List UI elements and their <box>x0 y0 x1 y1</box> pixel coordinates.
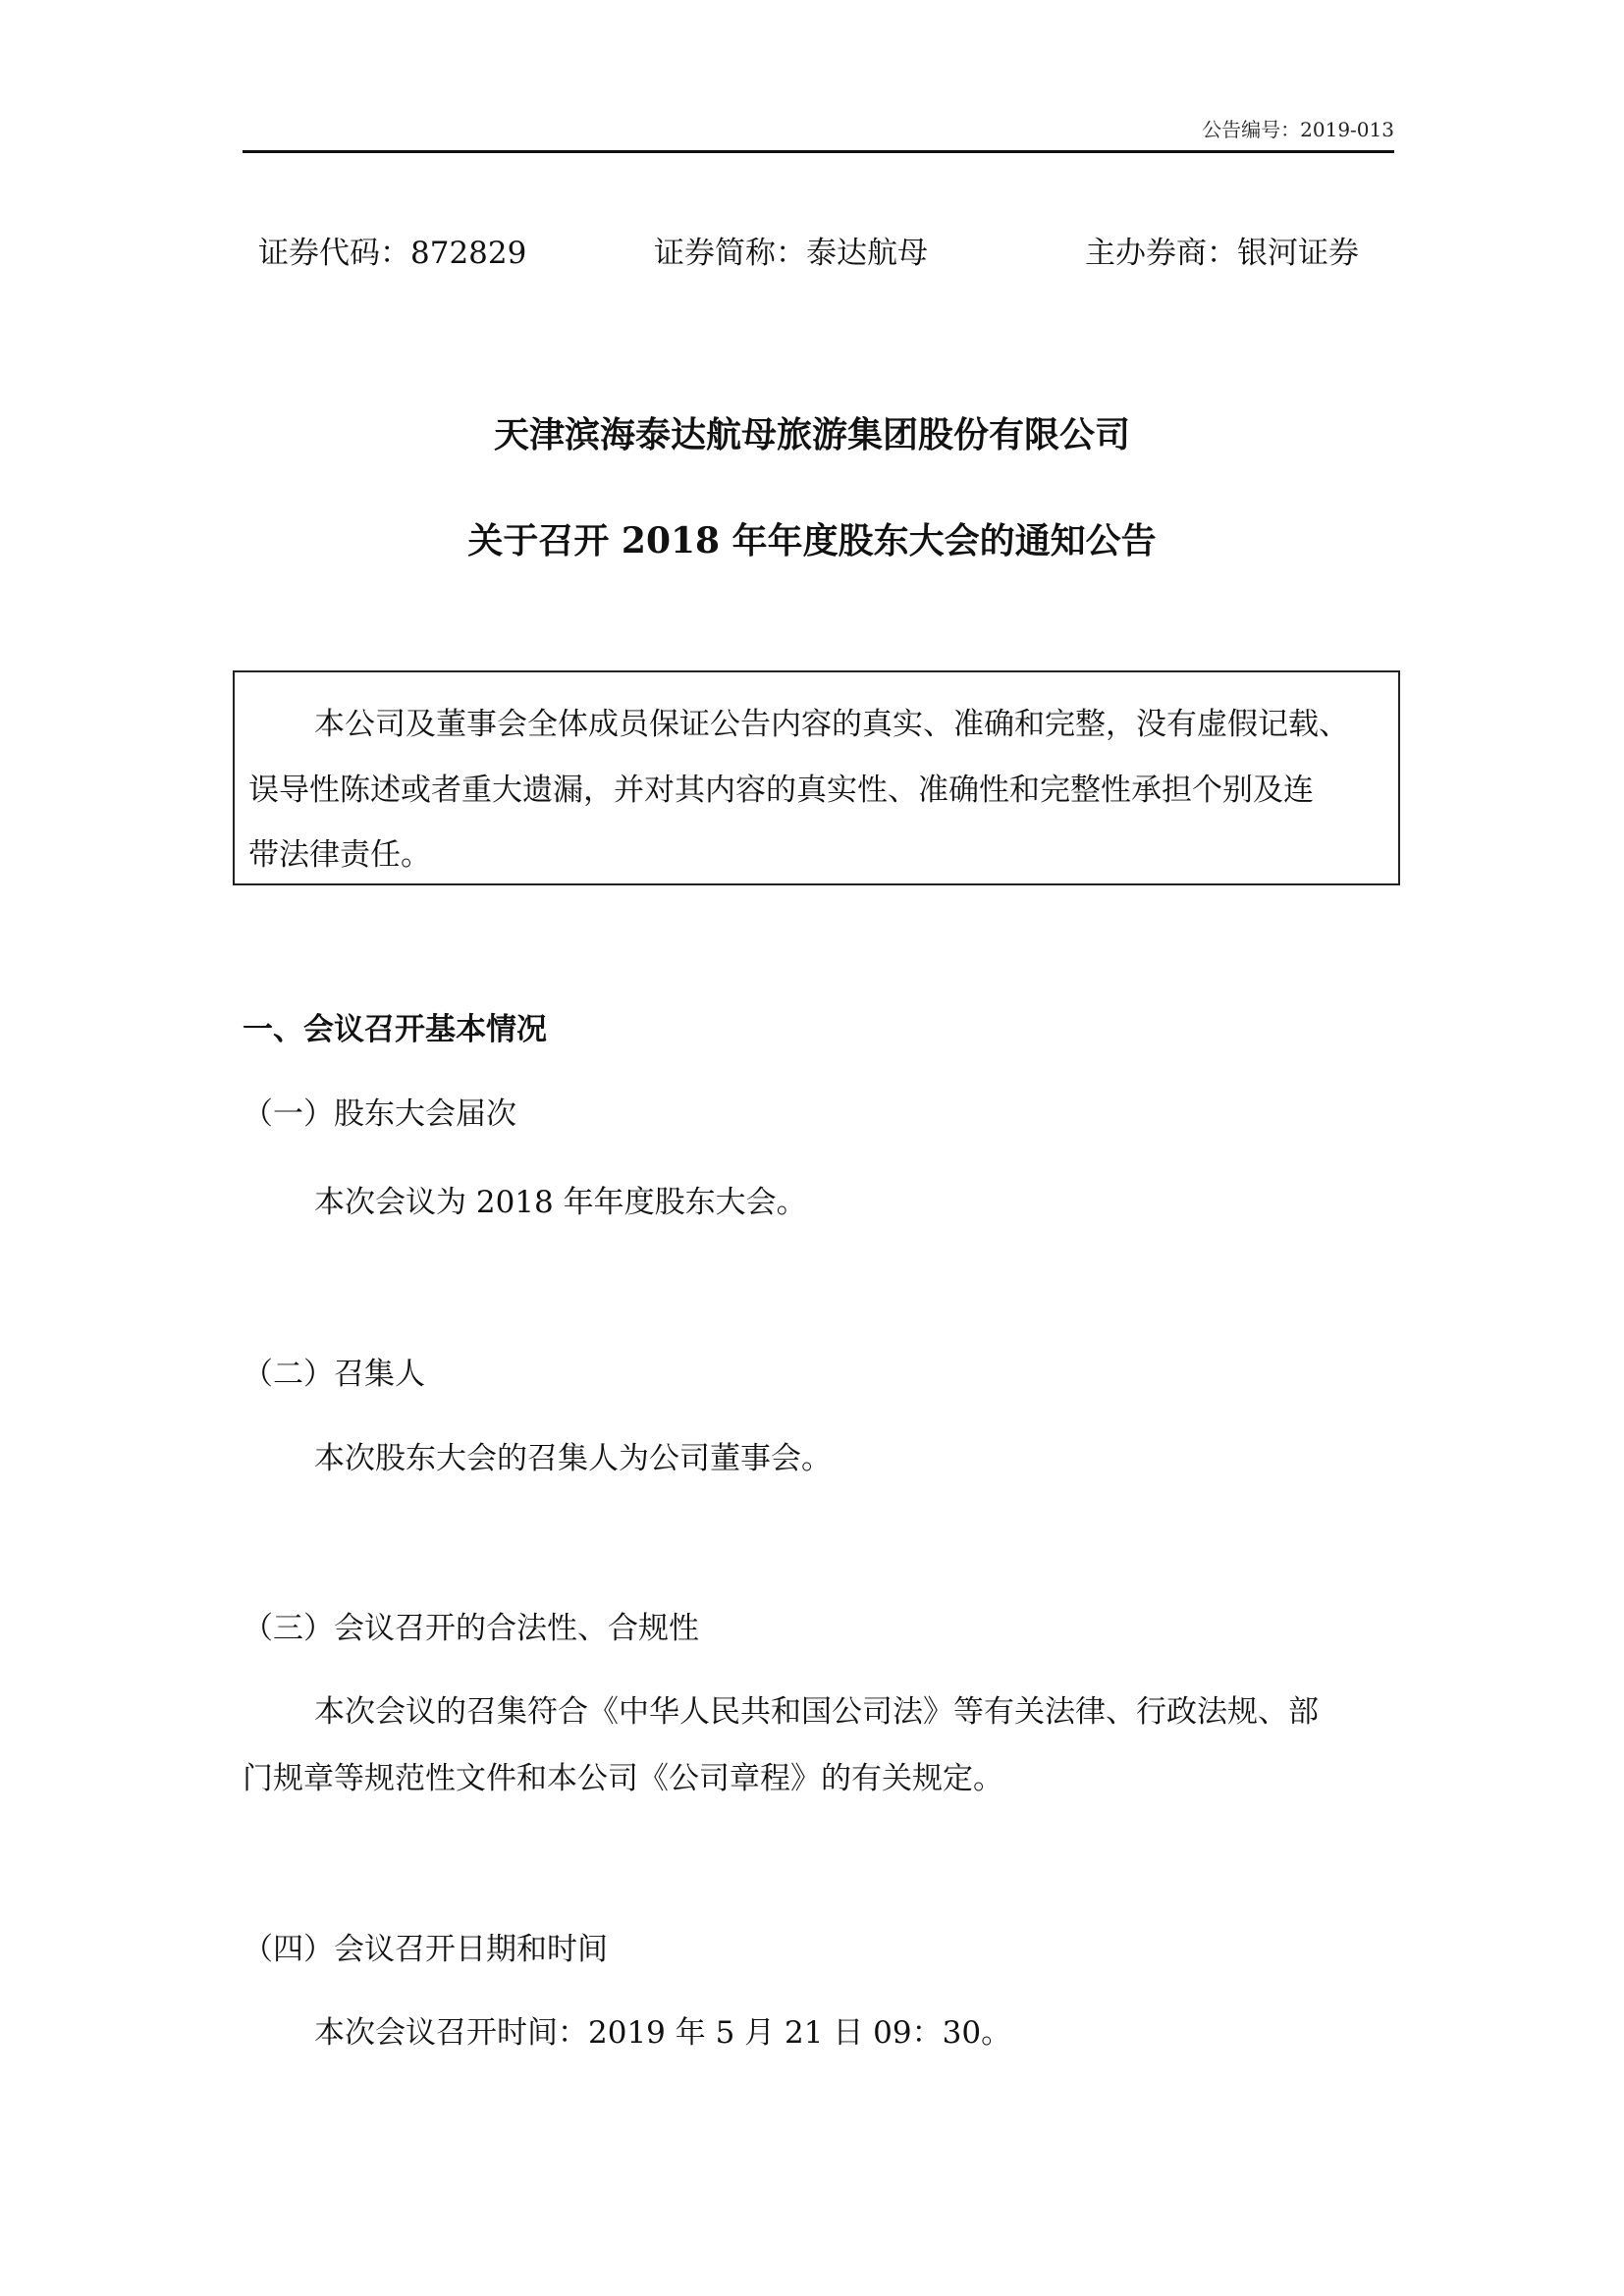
paragraph: 本次会议为 2018 年年度股东大会。 <box>314 1185 807 1220</box>
subsection-heading: （二）召集人 <box>243 1357 425 1392</box>
securities-code: 证券代码：872829 <box>258 236 527 271</box>
statement-line: 本公司及董事会全体成员保证公告内容的真实、准确和完整，没有虚假记载、 <box>314 707 1349 742</box>
paragraph: 本次会议召开时间：2019 年 5 月 21 日 09：30。 <box>314 2015 1012 2051</box>
company-title: 天津滨海泰达航母旅游集团股份有限公司 <box>493 414 1130 455</box>
paragraph: 本次会议的召集符合《中华人民共和国公司法》等有关法律、行政法规、部 <box>314 1694 1319 1730</box>
subsection-heading: （一）股东大会届次 <box>243 1096 516 1132</box>
subsection-heading: （三）会议召开的合法性、合规性 <box>243 1611 699 1646</box>
securities-short-name: 证券简称：泰达航母 <box>654 236 928 271</box>
announcement-number: 公告编号：2019-013 <box>1202 118 1394 141</box>
subsection-heading: （四）会议召开日期和时间 <box>243 1932 608 1967</box>
sponsor-broker: 主办券商：银河证券 <box>1085 236 1359 271</box>
paragraph: 本次股东大会的召集人为公司董事会。 <box>314 1441 832 1476</box>
header-rule <box>243 150 1394 153</box>
statement-line: 带法律责任。 <box>248 837 431 873</box>
statement-line: 误导性陈述或者重大遗漏，并对其内容的真实性、准确性和完整性承担个别及连 <box>248 773 1314 808</box>
section-heading: 一、会议召开基本情况 <box>243 1012 547 1047</box>
paragraph: 门规章等规范性文件和本公司《公司章程》的有关规定。 <box>243 1761 1003 1796</box>
notice-title: 关于召开 2018 年年度股东大会的通知公告 <box>467 520 1157 561</box>
